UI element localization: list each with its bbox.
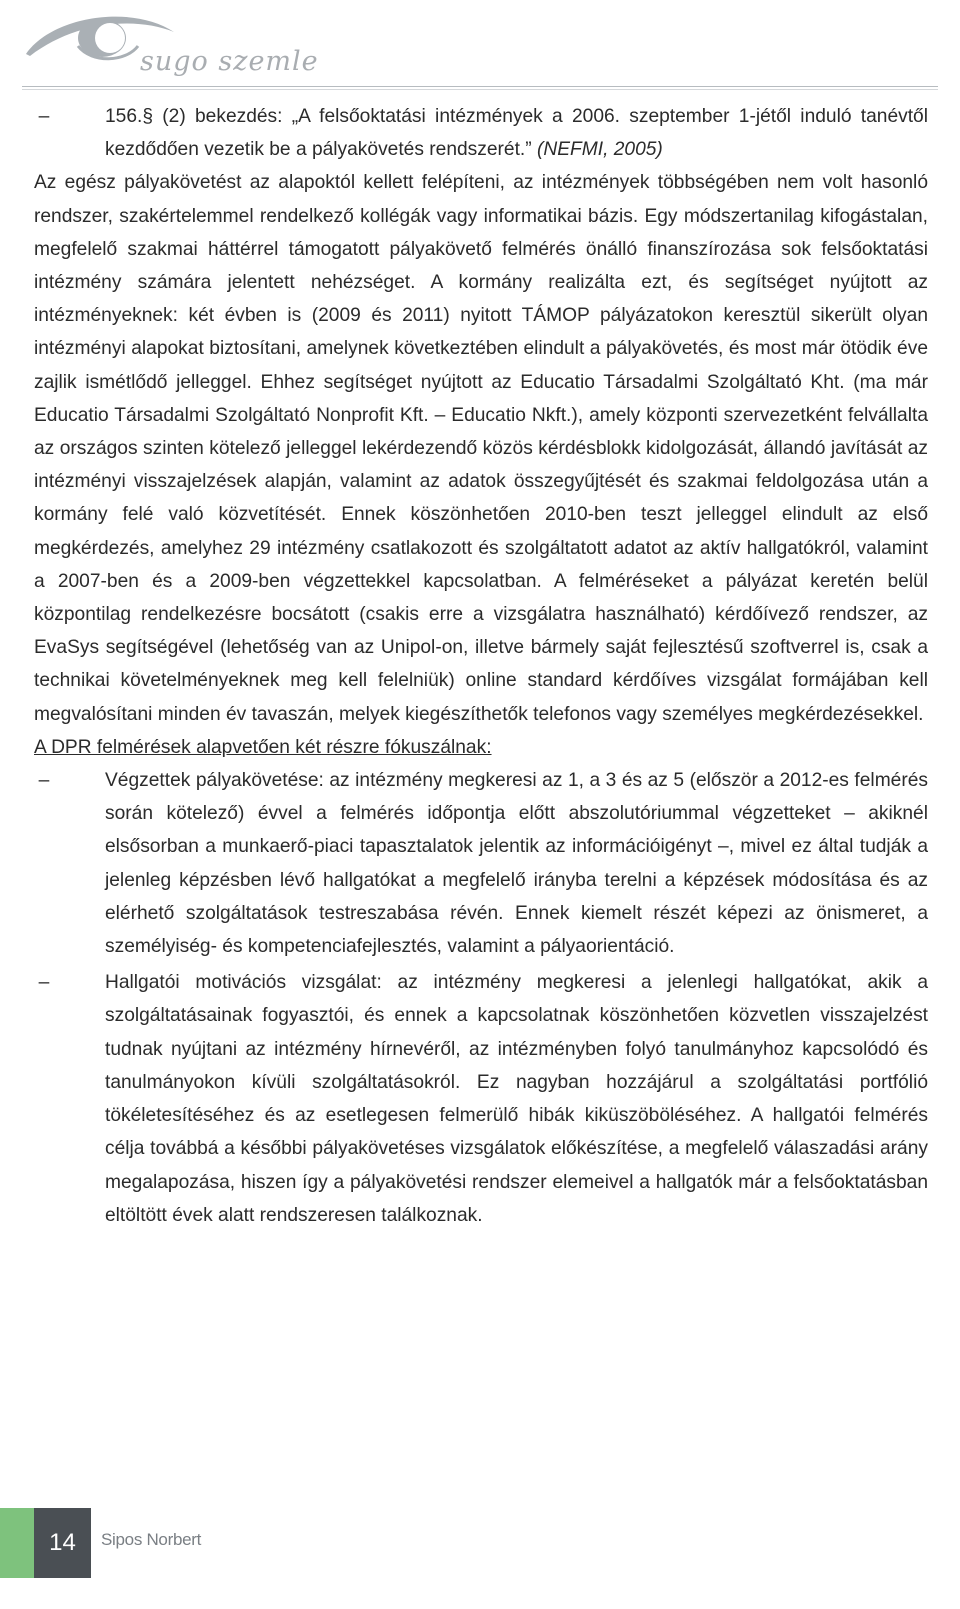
main-paragraph: Az egész pályakövetést az alapoktól kellett felépíteni, az intézmények többségében nem volt hasonló rendszer, szakértelemmel rendelkező kollégák vagy informatikai bázis. Egy módszertanilag kifogástalan, megfelelő szakmai háttérrel támogatott pályakövető felmérés önálló finanszírozása sok felsőoktatási intézmény számára jelentett nehézséget. A kormány realizálta ezt, és segítséget nyújtott az intézményeknek: két évben is (2009 és 2011) nyitott TÁMOP pályázatokon keresztül sikerült olyan intézményi alapokat biztosítani, amelynek következtében elindult a pályakövetés, és most már ötödik éve zajlik ismétlődő jelleggel. Ehhez segítséget nyújtott az Educatio Társadalmi Szolgáltató Kht. (ma már Educatio Társadalmi Szolgáltató Nonprofit Kft. – Educatio Nkft.), amely központi szervezetként felvállalta az országos szinten kötelező jelleggel lekérdezendő közös kérdésblokk kidolgozását, állandó javítását az intézményi visszajelzések alapján, valamint az adatok összegyűjtését és szakmai feldolgozása után a kormány felé való közvetítését. Ennek köszönhetően 2010-ben teszt jelleggel elindult az első megkérdezés, amelyhez 29 intézmény csatlakozott és szolgáltatott adatot az aktív hallgatókról, valamint a 2007-ben és a 2009-ben végzettekkel kapcsolatban. A felméréseket a pályázat keretén belül központilag rendelkezésre bocsátott (csakis erre a vizsgálatra használható) kérdőívező rendszer, az EvaSys segítségével (lehetőség van az Unipol-on, illetve bármely saját fejlesztésű szoftverrel is, csak a technikai követelményeknek meg kell felelniük) online standard kérdőíves vizsgálat formájában kell megvalósítani minden év tavaszán, melyek kiegészíthetők telefonos vagy személyes megkérdezésekkel. [34,172,928,725]
dash-marker: – [38,106,50,127]
header-rule-secondary [22,89,938,90]
header-rule [22,86,938,87]
intro-bullet-item [34,100,928,166]
dash-marker: – [38,972,50,994]
section-heading: A DPR felmérések alapvetően két részre fókuszálnak: [34,736,492,758]
list-item-text: Végzettek pályakövetése: az intézmény megkeresi az 1, a 3 és az 5 (először a 2012-es felmérés során kötelező) évvel a felmérés időpontja előtt abszolutóriummal végzetteket – akiknél elsősorban a munkaerő-piaci tapasztalatok jelentik az információigényt –, mivel ez által tudják a jelenleg képzésben lévő hallgatókat a megfelelő irányba terelni a képzések módosítása és az elérhető szolgáltatások testreszabása révén. Ennek kiemelt részét képezi az önismeret, a személyiség- és kompetenciafejlesztés, valamint a pályaorientáció. [105,770,928,958]
logo-text: sugo szemle [140,46,319,77]
page-number: 14 [34,1508,91,1578]
dash-marker: – [38,770,50,792]
list-item [34,966,928,1232]
intro-citation: (NEFMI, 2005) [537,139,663,161]
intro-quote-text: 156.§ (2) bekezdés: „A felsőoktatási intézmények a 2006. szeptember 1-jétől induló tanévtől kezdődően vezetik be a pályakövetés rendszerét.” [105,106,928,161]
journal-logo [22,6,319,78]
list-item [34,764,928,963]
footer-accent-bar [0,1508,34,1578]
list-item-text: Hallgatói motivációs vizsgálat: az intézmény megkeresi a jelenlegi hallgatókat, akik a szolgáltatásainak fogyasztói, és ennek a kapcsolatnak köszönhetően közvetlen visszajelzést tudnak nyújtani az intézmény hírnevéről, az intézményben folyó tanulmányhoz kapcsolódó és tanulmányokon kívüli szolgáltatásokról. Ez nagyban hozzájárul a szolgáltatási portfólió tökéletesítéséhez és az esetlegesen felmerülő hibák kiküszöböléséhez. A hallgatói felmérés célja továbbá a későbbi pályakövetéses vizsgálatok előkészítése, a megfelelő válaszadási arány megalapozása, hiszen így a pályakövetési rendszer elemeivel a hallgatók már a felsőoktatásban eltöltött évek alatt rendszeresen találkoznak. [105,972,928,1226]
page-content [34,100,928,1232]
footer-author: Sipos Norbert [101,1530,202,1549]
